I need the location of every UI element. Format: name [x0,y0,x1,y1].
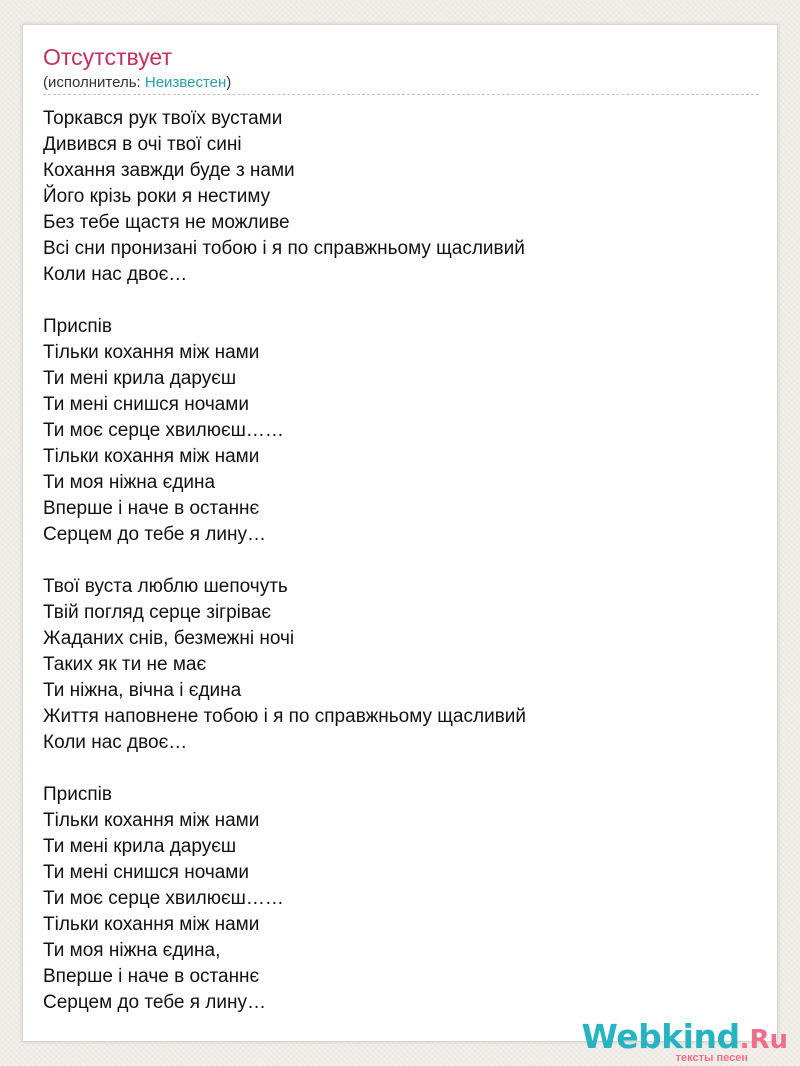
lyric-line: Ти моя ніжна єдина [43,472,216,493]
lyric-line: Ти моя ніжна єдина, [43,940,221,961]
lyric-line: Його крізь роки я нестиму [43,186,271,207]
lyric-line: Твої вуста люблю шепочуть [43,576,288,597]
lyric-line: Торкався рук твоїх вустами [43,108,283,129]
lyric-line: Приспів [43,316,112,337]
lyric-line: Ти моє серце хвилюєш…… [43,888,284,909]
lyric-line: Серцем до тебе я лину… [43,524,266,545]
title-divider [43,94,759,95]
lyric-line: Тільки кохання між нами [43,342,260,363]
song-title: Отсутствует [43,44,172,70]
lyric-line: Кохання завжди буде з нами [43,160,295,181]
site-watermark [581,1017,794,1064]
lyric-blank-line [43,548,743,574]
lyric-line: Коли нас двоє… [43,264,188,285]
lyric-line: Всі сни пронизані тобою і я по справжньому щасливий [43,238,525,259]
artist-suffix: ) [226,74,232,91]
lyric-line: Життя наповнене тобою і я по справжньому щасливий [43,706,527,727]
lyric-line: Вперше і наче в останнє [43,498,260,519]
lyric-line: Твій погляд серце зігріває [43,602,272,623]
lyric-line: Дивився в очі твої сині [43,134,242,155]
lyric-line: Ти мені крила даруєш [43,836,237,857]
lyric-line: Ти мені снишся ночами [43,862,249,883]
lyric-line: Ти мені снишся ночами [43,394,249,415]
lyric-line: Тільки кохання між нами [43,914,260,935]
watermark-tagline: тексты песен [675,1052,748,1064]
artist-line [43,74,231,92]
lyrics-body [43,106,743,1016]
lyric-line: Серцем до тебе я лину… [43,992,266,1013]
lyric-line: Жаданих снів, безмежні ночі [43,628,295,649]
lyric-blank-line [43,288,743,314]
lyric-line: Тільки кохання між нами [43,446,260,467]
watermark-tld: .Ru [739,1025,788,1055]
lyric-line: Без тебе щастя не можливе [43,212,290,233]
lyric-line: Коли нас двоє… [43,732,188,753]
watermark-brand: Webkind [581,1017,740,1056]
artist-prefix: (исполнитель: [43,74,145,91]
lyric-line: Приспів [43,784,112,805]
lyric-line: Таких як ти не має [43,654,207,675]
lyrics-card [22,24,778,1042]
lyric-line: Ти моє серце хвилюєш…… [43,420,284,441]
artist-link[interactable]: Неизвестен [144,74,227,91]
lyric-blank-line [43,756,743,782]
lyric-line: Тільки кохання між нами [43,810,260,831]
lyric-line: Вперше і наче в останнє [43,966,260,987]
lyric-line: Ти ніжна, вічна і єдина [43,680,242,701]
lyric-line: Ти мені крила даруєш [43,368,237,389]
